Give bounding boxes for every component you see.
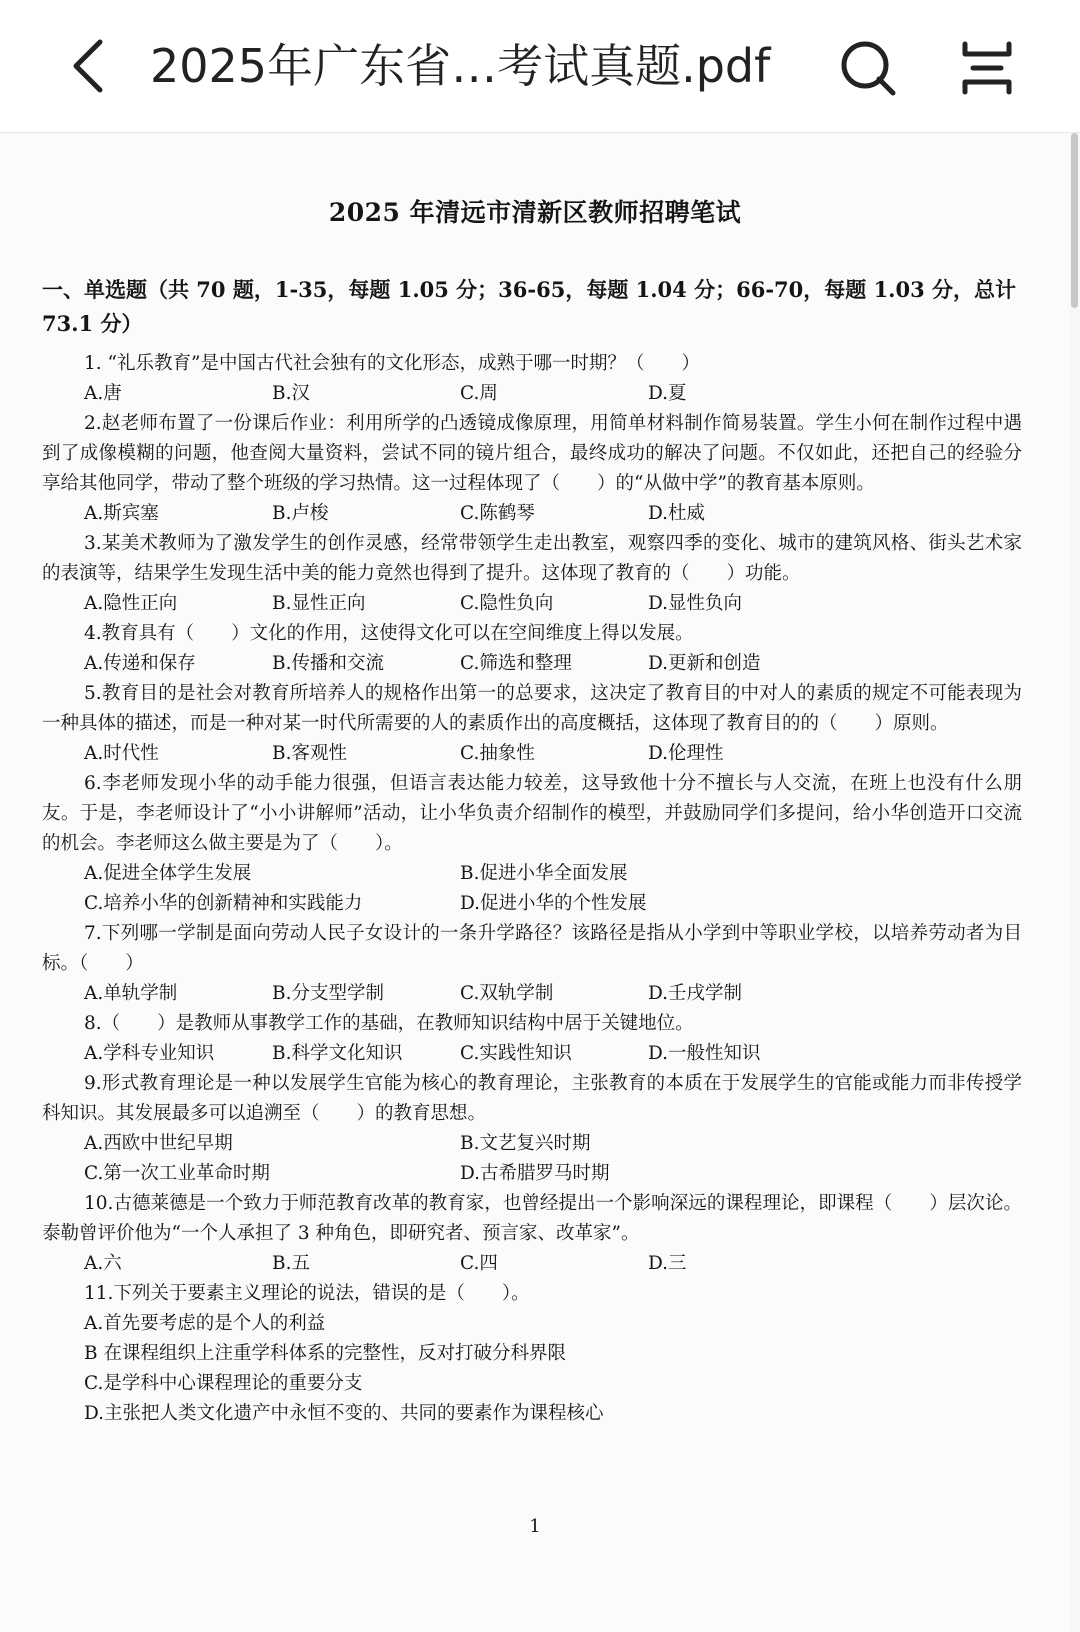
question-text: 11.下列关于要素主义理论的说法，错误的是（ ）。	[84, 1283, 530, 1304]
chevron-left-icon	[68, 36, 108, 96]
scrollbar-thumb[interactable]	[1071, 133, 1078, 308]
option: A.六	[84, 1253, 122, 1274]
option: B.客观性	[272, 743, 347, 764]
option: B 在课程组织上注重学科体系的完整性，反对打破分科界限	[84, 1343, 566, 1364]
option: D.杜威	[648, 503, 706, 524]
question-text: 6.李老师发现小华的动手能力很强，但语言表达能力较差，这导致他十分不擅长与人交流，在班上也没有什么朋友。于是，李老师设计了“小小讲解师”活动，让小华负责介绍制作的模型，并鼓励同学们多提问，给小华创造开口交流的机会。李老师这么做主要是为了（ ）。	[42, 773, 1022, 854]
option: A.唐	[84, 383, 122, 404]
menu-icon	[959, 40, 1015, 96]
option: D.壬戌学制	[648, 983, 743, 1004]
question-options	[42, 859, 1022, 889]
pdf-viewer[interactable]	[0, 133, 1080, 1632]
option: C.培养小华的创新精神和实践能力	[84, 893, 363, 914]
option: A.传递和保存	[84, 653, 196, 674]
option: D.三	[648, 1253, 687, 1274]
option: C.实践性知识	[460, 1043, 572, 1064]
question-options	[42, 1249, 1022, 1279]
option: C.陈鹤琴	[460, 503, 535, 524]
option: B.科学文化知识	[272, 1043, 403, 1064]
question-options	[42, 739, 1022, 769]
back-button[interactable]	[58, 30, 118, 102]
question-options	[42, 589, 1022, 619]
option: A.隐性正向	[84, 593, 178, 614]
option: D.主张把人类文化遗产中永恒不变的、共同的要素作为课程核心	[84, 1403, 604, 1424]
option: A.首先要考虑的是个人的利益	[84, 1313, 326, 1334]
option: D.伦理性	[648, 743, 724, 764]
option: A.斯宾塞	[84, 503, 159, 524]
question-options	[42, 1159, 1022, 1189]
option: A.西欧中世纪早期	[84, 1133, 233, 1154]
option: D.显性负向	[648, 593, 743, 614]
option: B.分支型学制	[272, 983, 384, 1004]
more-button[interactable]	[955, 36, 1019, 100]
option: C.第一次工业革命时期	[84, 1163, 270, 1184]
top-toolbar	[0, 0, 1080, 133]
question-options	[42, 499, 1022, 529]
option: A.促进全体学生发展	[84, 863, 252, 884]
question-text: 1. “礼乐教育”是中国古代社会独有的文化形态，成熟于哪一时期？（ ）	[84, 353, 700, 374]
option: B.促进小华全面发展	[460, 863, 628, 884]
option: B.传播和交流	[272, 653, 384, 674]
option: C.四	[460, 1253, 498, 1274]
question-options	[42, 889, 1022, 919]
option: C.是学科中心课程理论的重要分支	[84, 1373, 363, 1394]
question-options	[42, 1129, 1022, 1159]
option: C.抽象性	[460, 743, 535, 764]
option: A.学科专业知识	[84, 1043, 215, 1064]
search-icon	[838, 38, 898, 98]
question-options	[42, 379, 1022, 409]
option: D.更新和创造	[648, 653, 761, 674]
question-list	[42, 349, 1022, 1429]
question-text: 9.形式教育理论是一种以发展学生官能为核心的教育理论，主张教育的本质在于发展学生的官能或能力而非传授学科知识。其发展最多可以追溯至（ ）的教育思想。	[42, 1073, 1022, 1124]
question-options	[42, 1039, 1022, 1069]
option: B.文艺复兴时期	[460, 1133, 591, 1154]
option: D.促进小华的个性发展	[460, 893, 647, 914]
option: D.一般性知识	[648, 1043, 761, 1064]
option: B.显性正向	[272, 593, 366, 614]
question-options	[42, 979, 1022, 1009]
question-text: 10.古德莱德是一个致力于师范教育改革的教育家，也曾经提出一个影响深远的课程理论，即课程（ ）层次论。泰勒曾评价他为“一个人承担了 3 种角色，即研究者、预言家、改革家”。	[42, 1193, 1022, 1244]
option: D.夏	[648, 383, 687, 404]
question-text: 7.下列哪一学制是面向劳动人民子女设计的一条升学路径？该路径是指从小学到中等职业学校，以培养劳动者为目标。（ ）	[42, 923, 1022, 974]
option: A.时代性	[84, 743, 159, 764]
question-text: 2.赵老师布置了一份课后作业：利用所学的凸透镜成像原理，用简单材料制作简易装置。学生小何在制作过程中遇到了成像模糊的问题，他查阅大量资料，尝试不同的镜片组合，最终成功的解决了问题。不仅如此，还把自己的经验分享给其他同学，带动了整个班级的学习热情。这一过程体现了（ ）的“从做中学”的教育基本原则。	[42, 413, 1022, 494]
page-number: 1	[529, 1516, 541, 1537]
option: B.卢梭	[272, 503, 329, 524]
option: A.单轨学制	[84, 983, 178, 1004]
option: B.五	[272, 1253, 310, 1274]
question-text: 5.教育目的是社会对教育所培养人的规格作出第一的总要求，这决定了教育目的中对人的素质的规定不可能表现为一种具体的描述，而是一种对某一时代所需要的人的素质作出的高度概括，这体现了教育目的的（ ）原则。	[42, 683, 1022, 734]
section-heading: 一、单选题（共 70 题，1-35，每题 1.05 分；36-65，每题 1.04 分；66-70，每题 1.03 分，总计 73.1 分）	[42, 277, 1017, 336]
option: D.古希腊罗马时期	[460, 1163, 610, 1184]
question-text: 3.某美术教师为了激发学生的创作灵感，经常带领学生走出教室，观察四季的变化、城市的建筑风格、街头艺术家的表演等，结果学生发现生活中美的能力竟然也得到了提升。这体现了教育的（ ）功能。	[42, 533, 1022, 584]
document-title: 2025年广东省…考试真题.pdf	[150, 39, 771, 93]
question-text: 4.教育具有（ ）文化的作用，这使得文化可以在空间维度上得以发展。	[84, 623, 694, 644]
option: C.筛选和整理	[460, 653, 572, 674]
question-options	[42, 649, 1022, 679]
question-text: 8.（ ）是教师从事教学工作的基础，在教师知识结构中居于关键地位。	[84, 1013, 694, 1034]
option: C.双轨学制	[460, 983, 554, 1004]
option: B.汉	[272, 383, 310, 404]
page-heading: 2025 年清远市清新区教师招聘笔试	[328, 198, 742, 227]
option: C.隐性负向	[460, 593, 554, 614]
option: C.周	[460, 383, 498, 404]
search-button[interactable]	[836, 36, 900, 100]
pdf-page	[0, 133, 1070, 1632]
